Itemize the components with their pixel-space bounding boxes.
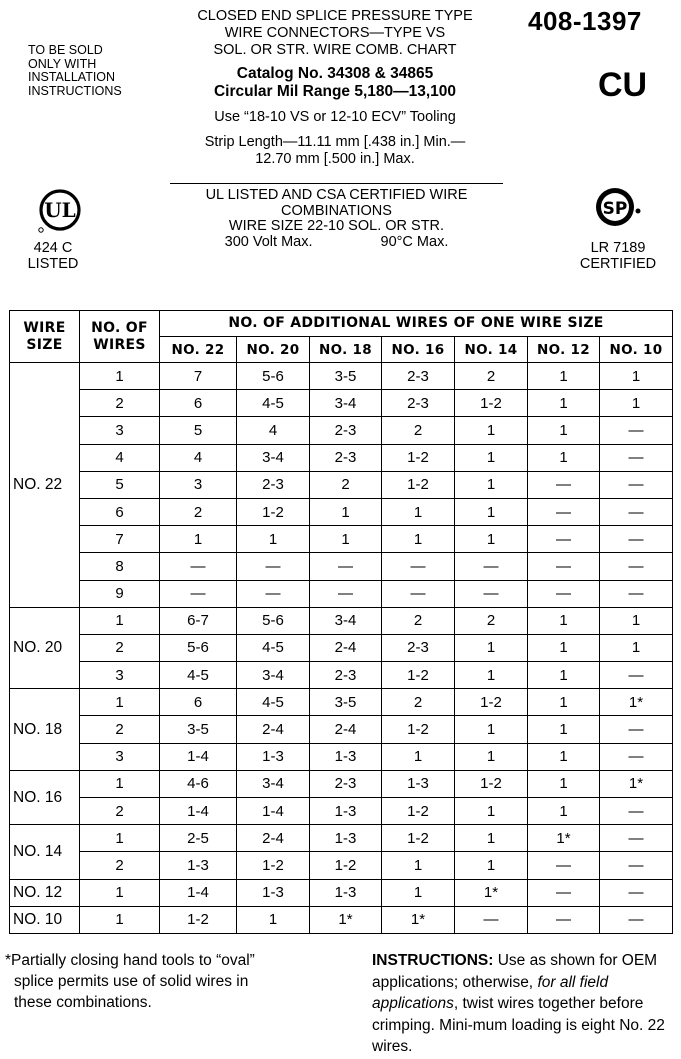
table-cell: 3 <box>160 471 237 498</box>
table-cell: 2-3 <box>310 444 382 471</box>
sold-line: ONLY WITH <box>28 56 97 71</box>
num-wires-cell: 8 <box>80 553 160 580</box>
num-wires-cell: 3 <box>80 417 160 444</box>
num-wires-cell: 1 <box>80 363 160 390</box>
table-cell: 6 <box>160 390 237 417</box>
table-cell: 1* <box>310 906 382 933</box>
table-cell: 2-3 <box>382 363 455 390</box>
table-cell: 5 <box>160 417 237 444</box>
table-cell: 1 <box>528 363 600 390</box>
table-cell: 6 <box>160 689 237 716</box>
wire-combination-chart <box>9 310 673 934</box>
column-header: NO. 10 <box>600 337 673 363</box>
table-cell: 1-3 <box>310 743 382 770</box>
num-wires-cell: 1 <box>80 879 160 906</box>
table-cell: 1 <box>528 390 600 417</box>
table-cell: — <box>600 743 673 770</box>
table-cell: 1* <box>455 879 528 906</box>
instructions-emphasis: for all field applications <box>372 973 609 1012</box>
table-row <box>10 390 673 417</box>
table-cell: — <box>600 580 673 607</box>
title-line: WIRE CONNECTORS—TYPE VS <box>224 25 446 41</box>
table-row <box>10 716 673 743</box>
table-cell: 1 <box>528 444 600 471</box>
table-row <box>10 770 673 797</box>
table-cell: 3-5 <box>310 689 382 716</box>
table-cell: — <box>455 906 528 933</box>
num-wires-cell: 1 <box>80 607 160 634</box>
table-cell: 3-4 <box>237 770 310 797</box>
csa-status: CERTIFIED <box>579 256 657 272</box>
cmil-range: Circular Mil Range 5,180—13,100 <box>213 83 457 100</box>
table-cell: 1 <box>455 662 528 689</box>
table-row <box>10 363 673 390</box>
table-cell: — <box>528 906 600 933</box>
table-cell: — <box>600 526 673 553</box>
table-row <box>10 417 673 444</box>
document-number: 408-1397 <box>528 6 642 36</box>
table-row <box>10 689 673 716</box>
table-cell: 1* <box>600 770 673 797</box>
num-wires-cell: 3 <box>80 743 160 770</box>
table-cell: 1 <box>600 390 673 417</box>
table-cell: 1 <box>382 498 455 525</box>
ul-caption <box>18 240 88 272</box>
table-cell: 1-2 <box>455 689 528 716</box>
wire-size-cell: NO. 18 <box>10 689 80 771</box>
table-cell: 2 <box>382 417 455 444</box>
additional-wires-header: NO. OF ADDITIONAL WIRES OF ONE WIRE SIZE <box>160 311 673 337</box>
sold-notice <box>28 44 122 98</box>
table-cell: — <box>237 553 310 580</box>
table-cell: 1 <box>237 906 310 933</box>
table-cell: — <box>600 906 673 933</box>
table-cell: 4 <box>237 417 310 444</box>
table-cell: 1 <box>382 879 455 906</box>
ul-number: 424 C <box>33 240 73 256</box>
table-cell: 4 <box>160 444 237 471</box>
table-row <box>10 743 673 770</box>
table-cell: 1 <box>455 526 528 553</box>
table-cell: 2-3 <box>310 662 382 689</box>
table-cell: 3-4 <box>310 607 382 634</box>
table-cell: 1-2 <box>382 662 455 689</box>
wire-size-header: WIRE SIZE <box>10 311 80 363</box>
table-cell: 4-6 <box>160 770 237 797</box>
table-cell: 5-6 <box>237 363 310 390</box>
table-cell: 1-2 <box>237 498 310 525</box>
table-row <box>10 471 673 498</box>
table-cell: 4-5 <box>237 689 310 716</box>
footnote-line: *Partially closing hand tools to “oval” <box>5 952 255 969</box>
num-wires-cell: 5 <box>80 471 160 498</box>
table-row <box>10 634 673 661</box>
table-cell: 2 <box>160 498 237 525</box>
table-cell: 1 <box>455 634 528 661</box>
csa-certified-logo <box>593 183 645 231</box>
table-row <box>10 444 673 471</box>
table-cell: 1* <box>382 906 455 933</box>
num-wires-cell: 2 <box>80 798 160 825</box>
column-header: NO. 18 <box>310 337 382 363</box>
table-cell: — <box>382 580 455 607</box>
table-cell: 1-2 <box>310 852 382 879</box>
certification-block <box>170 188 503 250</box>
num-wires-cell: 3 <box>80 662 160 689</box>
table-cell: 4-5 <box>160 662 237 689</box>
table-cell: 2-4 <box>237 716 310 743</box>
table-cell: 1 <box>455 471 528 498</box>
tooling-note: Use “18-10 VS or 12-10 ECV” Tooling <box>214 109 456 125</box>
table-cell: 2-3 <box>310 770 382 797</box>
wire-size-cell: NO. 10 <box>10 906 80 933</box>
temperature-rating: 90°C Max. <box>380 233 449 250</box>
ul-listed-logo <box>38 188 86 236</box>
table-cell: 2-4 <box>237 825 310 852</box>
table-cell: 4-5 <box>237 390 310 417</box>
table-cell: 1 <box>237 526 310 553</box>
divider-rule <box>170 183 503 184</box>
table-cell: — <box>455 580 528 607</box>
table-cell: 3-5 <box>160 716 237 743</box>
table-cell: 1-3 <box>382 770 455 797</box>
table-cell: 2-3 <box>382 634 455 661</box>
table-cell: 3-5 <box>310 363 382 390</box>
num-wires-cell: 2 <box>80 390 160 417</box>
table-cell: — <box>600 498 673 525</box>
table-cell: 1-3 <box>310 879 382 906</box>
table-cell: 1* <box>528 825 600 852</box>
table-cell: 1 <box>310 498 382 525</box>
table-cell: 7 <box>160 363 237 390</box>
table-row <box>10 879 673 906</box>
wire-size-cell: NO. 14 <box>10 825 80 879</box>
table-cell: 1 <box>528 716 600 743</box>
table-cell: 1 <box>528 798 600 825</box>
table-cell: — <box>600 553 673 580</box>
table-cell: 1 <box>382 743 455 770</box>
table-cell: 1-2 <box>455 390 528 417</box>
num-wires-cell: 1 <box>80 825 160 852</box>
table-cell: 1 <box>600 363 673 390</box>
num-wires-cell: 2 <box>80 634 160 661</box>
table-cell: 1-4 <box>160 743 237 770</box>
table-cell: — <box>600 825 673 852</box>
table-row <box>10 825 673 852</box>
table-cell: 1-2 <box>455 770 528 797</box>
instructions-label: INSTRUCTIONS: <box>372 952 494 969</box>
table-cell: 1 <box>455 743 528 770</box>
table-cell: 1-3 <box>310 825 382 852</box>
table-cell: 1 <box>600 607 673 634</box>
table-cell: — <box>600 852 673 879</box>
footnote-line: these combinations. <box>14 994 152 1011</box>
cert-line: COMBINATIONS <box>281 202 392 219</box>
column-header: NO. 22 <box>160 337 237 363</box>
wire-size-cell: NO. 22 <box>10 363 80 608</box>
table-cell: 5-6 <box>237 607 310 634</box>
table-cell: — <box>600 417 673 444</box>
table-cell: 2-3 <box>237 471 310 498</box>
num-wires-cell: 6 <box>80 498 160 525</box>
ul-status: LISTED <box>27 256 79 272</box>
column-header: NO. 12 <box>528 337 600 363</box>
table-cell: 1-3 <box>237 879 310 906</box>
table-cell: — <box>600 662 673 689</box>
num-wires-cell: 2 <box>80 852 160 879</box>
footnote-line: splice permits use of solid wires in <box>14 973 249 990</box>
table-cell: 1 <box>160 526 237 553</box>
voltage-rating: 300 Volt Max. <box>224 233 313 250</box>
table-cell: 2-4 <box>310 634 382 661</box>
table-cell: 2-3 <box>382 390 455 417</box>
column-header: NO. 16 <box>382 337 455 363</box>
table-cell: 2 <box>455 607 528 634</box>
sold-line: TO BE SOLD <box>28 43 103 57</box>
table-cell: 1 <box>310 526 382 553</box>
footnote <box>5 950 355 1013</box>
table-cell: — <box>310 580 382 607</box>
table-cell: 1-2 <box>160 906 237 933</box>
table-cell: 6-7 <box>160 607 237 634</box>
table-cell: 2 <box>382 607 455 634</box>
table-cell: — <box>455 553 528 580</box>
sold-line: INSTRUCTIONS <box>28 83 122 98</box>
table-cell: 2-3 <box>310 417 382 444</box>
table-cell: — <box>528 471 600 498</box>
table-row <box>10 498 673 525</box>
table-cell: 2-5 <box>160 825 237 852</box>
num-wires-cell: 1 <box>80 906 160 933</box>
instructions-text: , twist wires together before crimping. Mini-mum loading is eight No. 22 wires. <box>372 995 665 1055</box>
table-cell: 1-3 <box>237 743 310 770</box>
num-wires-cell: 1 <box>80 689 160 716</box>
table-cell: — <box>600 444 673 471</box>
catalog-number: Catalog No. 34308 & 34865 <box>236 65 434 82</box>
table-cell: 1 <box>455 498 528 525</box>
table-cell: — <box>528 852 600 879</box>
csa-caption <box>566 240 670 272</box>
table-cell: 1-2 <box>237 852 310 879</box>
csa-number: LR 7189 <box>590 240 646 256</box>
csa-mark-text: SP <box>602 199 628 219</box>
table-cell: — <box>237 580 310 607</box>
table-cell: 2 <box>455 363 528 390</box>
strip-length-line2: 12.70 mm [.500 in.] Max. <box>255 151 415 167</box>
table-row <box>10 906 673 933</box>
table-cell: — <box>528 553 600 580</box>
table-cell: 1 <box>455 852 528 879</box>
table-cell: — <box>600 471 673 498</box>
column-header: NO. 14 <box>455 337 528 363</box>
table-row <box>10 607 673 634</box>
table-cell: 1 <box>528 634 600 661</box>
table-cell: 3-4 <box>237 444 310 471</box>
title-line: CLOSED END SPLICE PRESSURE TYPE <box>197 8 473 24</box>
table-cell: — <box>528 580 600 607</box>
table-cell: 1-4 <box>160 798 237 825</box>
num-wires-cell: 7 <box>80 526 160 553</box>
table-cell: — <box>600 879 673 906</box>
table-row <box>10 662 673 689</box>
table-cell: 1-2 <box>382 825 455 852</box>
table-cell: 3-4 <box>310 390 382 417</box>
table-cell: 1-2 <box>382 798 455 825</box>
num-wires-cell: 4 <box>80 444 160 471</box>
table-cell: 1 <box>528 689 600 716</box>
table-cell: 3-4 <box>237 662 310 689</box>
table-cell: 1* <box>600 689 673 716</box>
column-header: NO. 20 <box>237 337 310 363</box>
instructions <box>372 950 672 1058</box>
table-cell: 1-2 <box>382 471 455 498</box>
wire-size-cell: NO. 20 <box>10 607 80 689</box>
table-cell: 4-5 <box>237 634 310 661</box>
table-row <box>10 553 673 580</box>
table-cell: 2-4 <box>310 716 382 743</box>
table-row <box>10 798 673 825</box>
table-cell: — <box>600 798 673 825</box>
table-cell: — <box>310 553 382 580</box>
table-cell: — <box>600 716 673 743</box>
table-cell: 1-4 <box>237 798 310 825</box>
wire-size-cell: NO. 16 <box>10 770 80 824</box>
chart-header <box>160 8 510 168</box>
table-cell: 1 <box>382 852 455 879</box>
table-row <box>10 580 673 607</box>
table-cell: 1 <box>455 444 528 471</box>
table-row <box>10 852 673 879</box>
table-cell: — <box>382 553 455 580</box>
num-wires-cell: 9 <box>80 580 160 607</box>
table-cell: 1 <box>382 526 455 553</box>
table-cell: 1 <box>528 607 600 634</box>
table-cell: 2 <box>310 471 382 498</box>
table-cell: 1-4 <box>160 879 237 906</box>
table-cell: — <box>160 580 237 607</box>
cert-line: UL LISTED AND CSA CERTIFIED WIRE <box>205 187 468 203</box>
table-cell: 1 <box>455 798 528 825</box>
table-cell: 1 <box>455 716 528 743</box>
table-cell: 2 <box>382 689 455 716</box>
num-wires-cell: 2 <box>80 716 160 743</box>
wire-size-cell: NO. 12 <box>10 879 80 906</box>
table-cell: 1 <box>455 825 528 852</box>
table-cell: 1 <box>528 770 600 797</box>
num-wires-cell: 1 <box>80 770 160 797</box>
table-cell: — <box>528 498 600 525</box>
table-cell: 1 <box>600 634 673 661</box>
sold-line: INSTALLATION <box>28 70 116 84</box>
table-cell: 1 <box>455 417 528 444</box>
instructions-text: Use as shown for OEM applications; otherwise, <box>372 952 658 991</box>
material-code: CU <box>598 66 648 104</box>
cert-line: WIRE SIZE 22-10 SOL. OR STR. <box>228 218 445 234</box>
table-cell: 1-3 <box>310 798 382 825</box>
table-cell: 5-6 <box>160 634 237 661</box>
table-cell: — <box>528 526 600 553</box>
table-cell: 1-2 <box>382 716 455 743</box>
table-cell: — <box>160 553 237 580</box>
table-cell: 1 <box>528 417 600 444</box>
ul-mark-text: UL <box>44 198 76 222</box>
table-cell: 1 <box>528 743 600 770</box>
table-row <box>10 526 673 553</box>
table-cell: 1-2 <box>382 444 455 471</box>
table-cell: 1 <box>528 662 600 689</box>
table-cell: 1-3 <box>160 852 237 879</box>
title-line: SOL. OR STR. WIRE COMB. CHART <box>213 42 457 58</box>
strip-length-line1: Strip Length—11.11 mm [.438 in.] Min.— <box>204 134 466 150</box>
num-wires-header: NO. OF WIRES <box>80 311 160 363</box>
table-cell: — <box>528 879 600 906</box>
